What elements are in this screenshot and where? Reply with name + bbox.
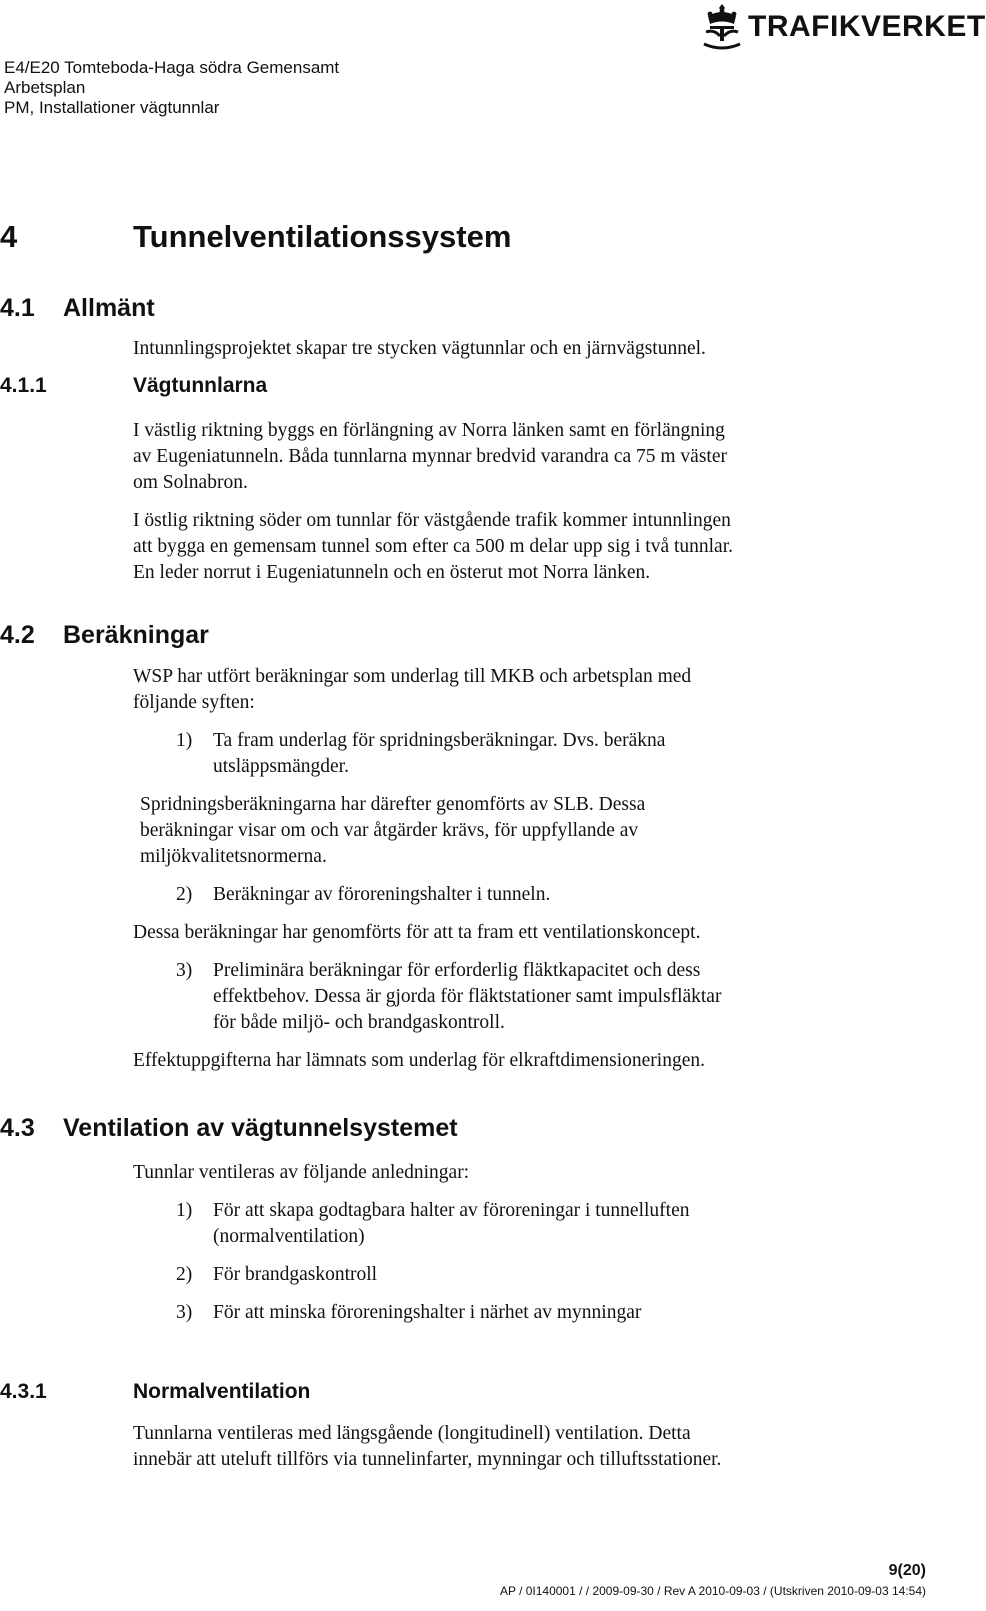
paragraph-line: En leder norrut i Eugeniatunneln och en österut mot Norra länken.	[133, 562, 651, 583]
list-item: (normalventilation)	[213, 1226, 365, 1247]
logo-wordmark: TRAFIKVERKET	[748, 10, 986, 43]
section-4-2-title: Beräkningar	[63, 621, 209, 649]
section-4-2-number: 4.2	[0, 621, 35, 649]
list-item: Preliminära beräkningar för erforderlig fläktkapacitet och dess	[213, 960, 701, 981]
section-4-3-1-title: Normalventilation	[133, 1380, 311, 1403]
paragraph-line: WSP har utfört beräkningar som underlag till MKB och arbetsplan med	[133, 666, 692, 687]
paragraph-line: miljökvalitetsnormerna.	[140, 846, 327, 867]
header-document-title: PM, Installationer vägtunnlar	[4, 98, 220, 117]
list-number: 2)	[176, 1264, 193, 1285]
trafikverket-logo	[700, 2, 986, 52]
paragraph-line: Spridningsberäkningarna har därefter genomförts av SLB. Dessa	[140, 794, 646, 815]
paragraph-line: I västlig riktning byggs en förlängning av Norra länken samt en förlängning	[133, 420, 725, 441]
list-item: för både miljö- och brandgaskontroll.	[213, 1012, 505, 1033]
section-4-3-number: 4.3	[0, 1114, 35, 1142]
list-item: För att skapa godtagbara halter av föroreningar i tunnelluften	[213, 1200, 690, 1221]
section-4-3-1-number: 4.3.1	[0, 1380, 47, 1403]
paragraph-line: att bygga en gemensam tunnel som efter ca 500 m delar upp sig i två tunnlar.	[133, 536, 734, 557]
paragraph-line: av Eugeniatunneln. Båda tunnlarna mynnar bredvid varandra ca 75 m väster	[133, 446, 727, 467]
list-item: För brandgaskontroll	[213, 1264, 378, 1285]
section-4-3-title: Ventilation av vägtunnelsystemet	[63, 1114, 458, 1142]
paragraph-line: I östlig riktning söder om tunnlar för västgående trafik kommer intunnlingen	[133, 510, 731, 531]
header-document-type: Arbetsplan	[4, 78, 86, 97]
paragraph-line: följande syften:	[133, 692, 255, 713]
paragraph-line: innebär att uteluft tillförs via tunnelinfarter, mynningar och tilluftsstationer.	[133, 1449, 722, 1470]
section-4-1-intro: Intunnlingsprojektet skapar tre stycken vägtunnlar och en järnvägstunnel.	[133, 338, 706, 359]
list-item: effektbehov. Dessa är gjorda för fläktstationer samt impulsfläktar	[213, 986, 722, 1007]
list-number: 1)	[176, 1200, 193, 1221]
list-number: 3)	[176, 1302, 193, 1323]
section-4-1-number: 4.1	[0, 294, 35, 322]
paragraph-line: Dessa beräkningar har genomförts för att ta fram ett ventilationskoncept.	[133, 922, 701, 943]
paragraph-line: beräkningar visar om och var åtgärder krävs, för uppfyllande av	[140, 820, 639, 841]
section-4-number: 4	[0, 219, 18, 254]
list-item: utsläppsmängder.	[213, 756, 349, 777]
paragraph-line: Tunnlar ventileras av följande anledningar:	[133, 1162, 470, 1183]
page-number: 9(20)	[888, 1562, 926, 1579]
list-item: Ta fram underlag för spridningsberäkningar. Dvs. beräkna	[213, 730, 666, 751]
list-item: Beräkningar av föroreningshalter i tunneln.	[213, 884, 551, 905]
section-4-title: Tunnelventilationssystem	[133, 219, 512, 254]
list-number: 3)	[176, 960, 193, 981]
list-number: 1)	[176, 730, 193, 751]
list-number: 2)	[176, 884, 193, 905]
section-4-1-title: Allmänt	[63, 294, 155, 322]
paragraph-line: Tunnlarna ventileras med längsgående (longitudinell) ventilation. Detta	[133, 1423, 691, 1444]
header-project: E4/E20 Tomteboda-Haga södra Gemensamt	[4, 58, 340, 77]
document-reference: AP / 0I140001 / / 2009-09-30 / Rev A 2010-09-03 / (Utskriven 2010-09-03 14:54)	[499, 1584, 926, 1598]
paragraph-line: Effektuppgifterna har lämnats som underlag för elkraftdimensioneringen.	[133, 1050, 705, 1071]
section-4-1-1-number: 4.1.1	[0, 374, 47, 397]
list-item: För att minska föroreningshalter i närhet av mynningar	[213, 1302, 642, 1323]
section-4-1-1-title: Vägtunnlarna	[133, 374, 268, 397]
paragraph-line: om Solnabron.	[133, 472, 248, 493]
crown-emblem-icon	[700, 2, 744, 50]
